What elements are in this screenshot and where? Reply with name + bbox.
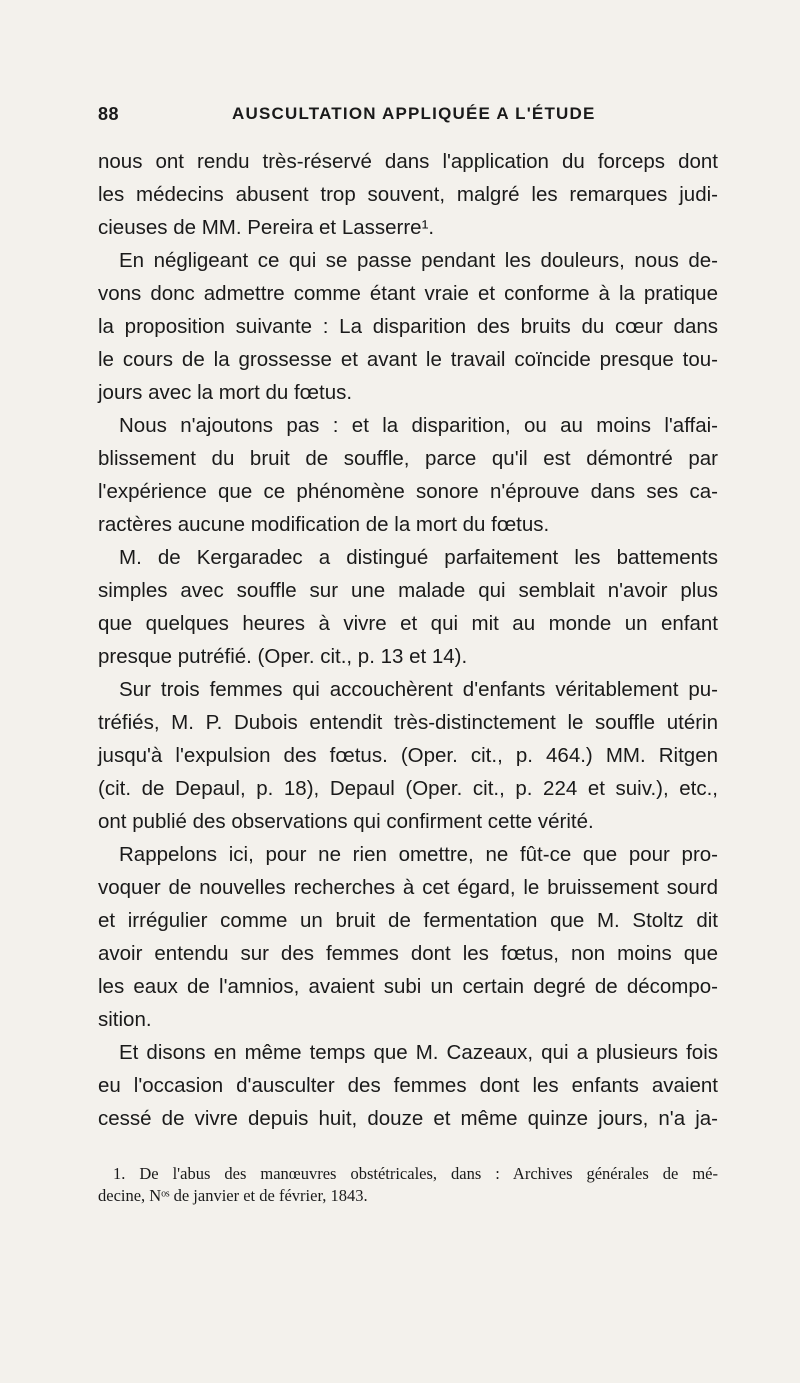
text-line: les médecins abusent trop souvent, malgré les remarques judi- — [98, 183, 718, 206]
text-line: nous ont rendu très-réservé dans l'application du forceps dont — [98, 150, 718, 173]
text-line: presque putréfié. (Oper. cit., p. 13 et 14). — [98, 645, 468, 668]
text-line: M. de Kergaradec a distingué parfaitement les battements — [119, 546, 718, 569]
text-line: avoir entendu sur des femmes dont les fœtus, non moins que — [98, 942, 718, 965]
page-number: 88 — [98, 104, 120, 124]
text-line: En négligeant ce qui se passe pendant les douleurs, nous de- — [119, 249, 718, 272]
text-line: voquer de nouvelles recherches à cet égard, le bruissement sourd — [98, 876, 718, 899]
text-line: Nous n'ajoutons pas : et la disparition, ou au moins l'affai- — [119, 414, 718, 437]
text-line: et irrégulier comme un bruit de fermentation que M. Stoltz dit — [98, 909, 718, 932]
text-line: eu l'occasion d'ausculter des femmes dont les enfants avaient — [98, 1074, 718, 1097]
footnote-line: decine, Nᵒˢ de janvier et de février, 1843. — [98, 1186, 368, 1205]
text-line: cieuses de MM. Pereira et Lasserre¹. — [98, 216, 435, 239]
text-line: Sur trois femmes qui accouchèrent d'enfants véritablement pu- — [119, 678, 718, 701]
text-line: sition. — [98, 1008, 152, 1031]
text-line: blissement du bruit de souffle, parce qu'il est démontré par — [98, 447, 718, 470]
text-line: vons donc admettre comme étant vraie et conforme à la pratique — [98, 282, 718, 305]
text-line: (cit. de Depaul, p. 18), Depaul (Oper. cit., p. 224 et suiv.), etc., — [98, 777, 718, 800]
text-line: ractères aucune modification de la mort du fœtus. — [98, 513, 550, 536]
footnote — [98, 1163, 718, 1207]
text-line: l'expérience que ce phénomène sonore n'éprouve dans ses ca- — [98, 480, 718, 503]
text-line: jusqu'à l'expulsion des fœtus. (Oper. cit., p. 464.) MM. Ritgen — [98, 744, 718, 767]
text-line: les eaux de l'amnios, avaient subi un certain degré de décompo- — [98, 975, 718, 998]
text-line: jours avec la mort du fœtus. — [98, 381, 353, 404]
footnote-line: 1. De l'abus des manœuvres obstétricales, dans : Archives générales de mé- — [113, 1164, 718, 1183]
text-line: Rappelons ici, pour ne rien omettre, ne fût-ce que pour pro- — [119, 843, 718, 866]
running-title: AUSCULTATION APPLIQUÉE A L'ÉTUDE — [232, 104, 596, 123]
text-line: ont publié des observations qui confirment cette vérité. — [98, 810, 594, 833]
text-line: la proposition suivante : La disparition des bruits du cœur dans — [98, 315, 718, 338]
text-line: que quelques heures à vivre et qui mit au monde un enfant — [98, 612, 718, 635]
main-text — [98, 145, 718, 1135]
text-line: cessé de vivre depuis huit, douze et même quinze jours, n'a ja- — [98, 1107, 718, 1130]
page-header — [98, 104, 698, 128]
text-line: le cours de la grossesse et avant le travail coïncide presque tou- — [98, 348, 718, 371]
text-line: simples avec souffle sur une malade qui semblait n'avoir plus — [98, 579, 718, 602]
text-line: Et disons en même temps que M. Cazeaux, qui a plusieurs fois — [119, 1041, 718, 1064]
text-line: tréfiés, M. P. Dubois entendit très-distinctement le souffle utérin — [98, 711, 718, 734]
